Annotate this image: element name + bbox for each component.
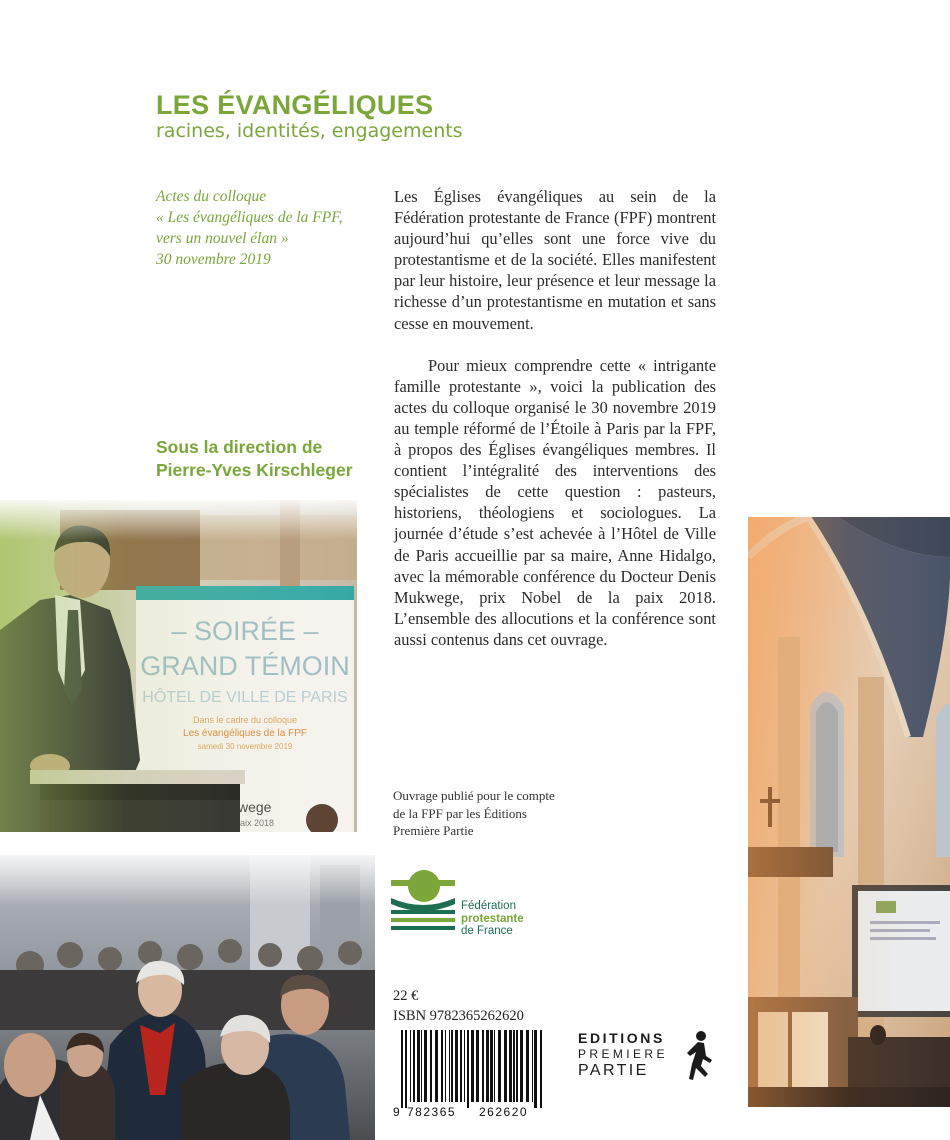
barcode-bar (513, 1030, 515, 1102)
colloque-line: 30 novembre 2019 (156, 251, 271, 268)
fpf-text-line1: Fédération (461, 900, 516, 912)
barcode-bar (482, 1030, 484, 1102)
back-cover-summary (394, 186, 716, 650)
barcode-bar (540, 1030, 542, 1108)
barcode-bar (516, 1030, 518, 1102)
colloque-info (156, 186, 366, 270)
barcode-bar (490, 1030, 493, 1102)
fpf-logo-stripe (391, 926, 455, 930)
fpf-logo-stripe (391, 918, 455, 922)
barcode-bar (476, 1030, 479, 1102)
barcode-group-1: 782365 (407, 1105, 457, 1118)
barcode-bar (445, 1030, 446, 1102)
isbn: ISBN 9782365262620 (393, 1008, 524, 1024)
fpf-logo-text (461, 900, 524, 938)
barcode-bar (534, 1030, 537, 1108)
photo-church (748, 517, 950, 1107)
barcode-bar (435, 1030, 438, 1102)
editions-logo (578, 1030, 668, 1080)
publisher-note-line: de la FPF par les Éditions (393, 805, 527, 821)
barcode-bar (455, 1030, 458, 1102)
barcode-bar (467, 1030, 469, 1108)
editor-name: Pierre-Yves Kirschleger (156, 460, 353, 480)
price: 22 € (393, 988, 419, 1004)
photo-audience (0, 855, 375, 1140)
fpf-logo-stripe (391, 910, 455, 914)
publisher-note-line: Ouvrage publié pour le compte (393, 788, 555, 803)
barcode-bar (526, 1030, 529, 1102)
barcode-bar (509, 1030, 512, 1102)
editions-line3: PARTIE (578, 1062, 649, 1079)
barcode-bar (486, 1030, 489, 1102)
price-isbn (393, 986, 524, 1026)
summary-paragraph-2: Pour mieux comprendre cette « intrigante famille protestante », voici la publication des actes du colloque organisé le 30 novembre 2019 au temple réformé de l’Étoile à Paris par la FPF, à propos des Églises évangéliques membres. Il contient l’intégralité des interventions des spécialistes de cette question : pasteurs, historiens, théologiens et sociologues. La journée d’étude s’est achevée à l’Hôtel de Ville de Paris accueillie par sa maire, Anne Hidalgo, avec la mémorable conférence du Docteur Denis Mukwege, prix Nobel de la paix 2018. L’ensemble des allocutions et la conférence sont aussi contenus dans cet ouvrage. (394, 355, 716, 649)
publisher-note (393, 787, 593, 840)
barcode-bar (405, 1030, 407, 1108)
barcode-bar (464, 1030, 465, 1102)
barcode-bar (460, 1030, 462, 1102)
barcode-bar (401, 1030, 403, 1108)
barcode-bar (424, 1030, 427, 1102)
editions-line2: PREMIERE (578, 1047, 668, 1061)
barcode (393, 1030, 548, 1118)
barcode-bar (410, 1030, 411, 1102)
colloque-line: « Les évangéliques de la FPF, (156, 209, 343, 226)
barcode-bar (504, 1030, 507, 1102)
fpf-logo-sun (408, 870, 440, 902)
book-title: LES ÉVANGÉLIQUES (156, 90, 434, 120)
barcode-bar (532, 1030, 533, 1102)
barcode-bar (441, 1030, 443, 1102)
summary-paragraph-1: Les Églises évangéliques au sein de la Fédération protestante de France (FPF) montrent aujourd’hui qu’elles sont une force vive du protestantisme et de la société. Elles manifestent par leur histoire, leur présence et leur message la richesse d’un protestantisme en mutation et sans cesse en mouvement. (394, 187, 716, 333)
colloque-line: vers un nouvel élan » (156, 230, 289, 247)
barcode-bar (520, 1030, 523, 1102)
fpf-text-line2: protestante (461, 912, 524, 925)
fpf-text-line3: de France (461, 925, 513, 937)
barcode-digit-left: 9 (393, 1105, 400, 1118)
direction-label: Sous la direction de (156, 437, 323, 457)
barcode-bar (413, 1030, 415, 1102)
barcode-bar (449, 1030, 450, 1102)
barcode-bar (471, 1030, 474, 1102)
editor-credit (156, 436, 353, 482)
barcode-bar (451, 1030, 453, 1102)
photo-speaker (0, 500, 357, 832)
barcode-bar (430, 1030, 432, 1102)
publisher-note-line: Première Partie (393, 823, 474, 838)
book-subtitle: racines, identités, engagements (156, 120, 463, 142)
barcode-bar (421, 1030, 422, 1102)
barcode-bar (498, 1030, 501, 1102)
colloque-line: Actes du colloque (156, 188, 267, 205)
barcode-bar (494, 1030, 495, 1102)
barcode-bar (417, 1030, 420, 1102)
runner-icon (684, 1030, 714, 1082)
editions-line1: EDITIONS (578, 1030, 665, 1046)
barcode-group-2: 262620 (479, 1105, 529, 1118)
